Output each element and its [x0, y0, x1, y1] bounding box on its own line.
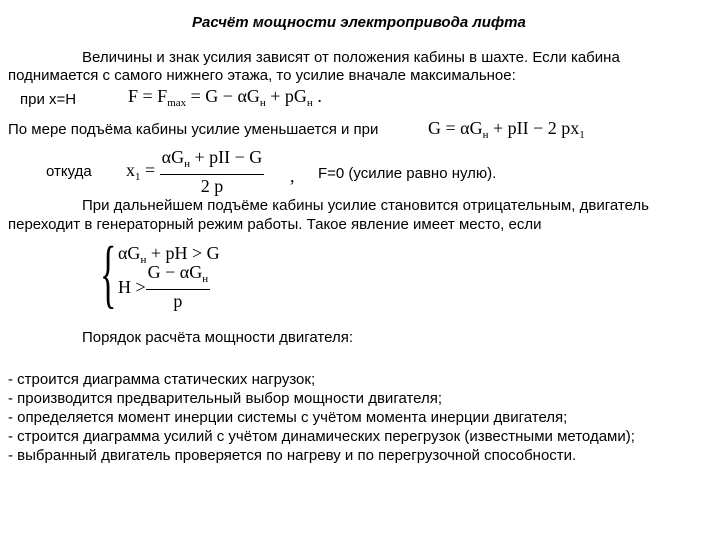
system-row2-num-sub: н	[202, 273, 209, 285]
order-heading: Порядок расчёта мощности двигателя:	[82, 329, 354, 346]
eq-g-formula	[428, 118, 585, 141]
system-row2-lhs: H >	[118, 276, 146, 297]
eq2-denominator: 2 p	[200, 176, 224, 196]
system-row1-sub: н	[140, 254, 147, 266]
eq1-sub-n1: н	[259, 97, 266, 109]
list-item: - производится предварительный выбор мощности двигателя;	[8, 390, 443, 407]
list-item: - выбранный двигатель проверяется по нагреву и по перегрузочной способности.	[8, 447, 577, 464]
paragraph-1-line-1: Величины и знак усилия зависят от положения кабины в шахте. Если кабина	[82, 49, 620, 66]
system-brace: {	[100, 232, 117, 316]
eq2-fraction	[160, 147, 265, 197]
eq2-note: F=0 (усилие равно нулю).	[318, 165, 497, 182]
list-item: - строится диаграмма усилий с учётом динамических перегрузок (известными методами);	[8, 428, 635, 445]
system-row2-numerator	[146, 262, 210, 290]
eq1-sub-n2: н	[306, 97, 313, 109]
eq1-formula	[128, 86, 322, 109]
system-row1-b: + pH > G	[146, 243, 220, 263]
eq2-numerator	[160, 147, 265, 175]
system-row2-num-a: G − αG	[147, 262, 203, 282]
eq-g-sub-1: 1	[579, 129, 585, 141]
eq2-lhs: x	[126, 160, 135, 181]
system-row1-a: αG	[118, 243, 141, 263]
eq1-sub-max: max	[167, 97, 187, 109]
eq1-end: .	[312, 86, 322, 106]
paragraph-3-line-1: При дальнейшем подъёме кабины усилие становится отрицательным, двигатель	[82, 197, 649, 214]
eq-g-a: G = αG	[428, 118, 483, 138]
eq1-mid2: + pG	[265, 86, 307, 106]
eq2-comma: ,	[290, 166, 295, 186]
eq2-eq: =	[140, 160, 160, 181]
eq2-num-a: αG	[161, 147, 185, 167]
eq1-mid: = G − αG	[186, 86, 260, 106]
eq2-num-b: + pII − G	[189, 147, 263, 167]
eq-g-sub-n: н	[482, 129, 489, 141]
eq2-formula	[126, 147, 264, 197]
page-title: Расчёт мощности электропривода лифта	[192, 14, 526, 31]
eq1-lhs: F = F	[128, 86, 168, 106]
eq-g-b: + pII − 2 px	[488, 118, 580, 138]
eq2-sub-1: 1	[135, 171, 141, 184]
system-row2-fraction	[146, 262, 210, 312]
eq1-label: при x=H	[20, 91, 77, 108]
system-row2-denominator: p	[173, 291, 183, 311]
eq2-num-sub: н	[184, 158, 190, 170]
paragraph-3-line-2: переходит в генераторный режим работы. Такое явление имеет место, если	[8, 216, 542, 233]
system-row-2	[118, 262, 210, 312]
list-item: - определяется момент инерции системы с учётом момента инерции двигателя;	[8, 409, 568, 426]
paragraph-1-line-2: поднимается с самого нижнего этажа, то усилие вначале максимальное:	[8, 67, 516, 84]
paragraph-2-text: По мере подъёма кабины усилие уменьшается и при	[8, 121, 379, 138]
eq2-label: откуда	[46, 163, 92, 180]
list-item: - строится диаграмма статических нагрузок;	[8, 371, 316, 388]
